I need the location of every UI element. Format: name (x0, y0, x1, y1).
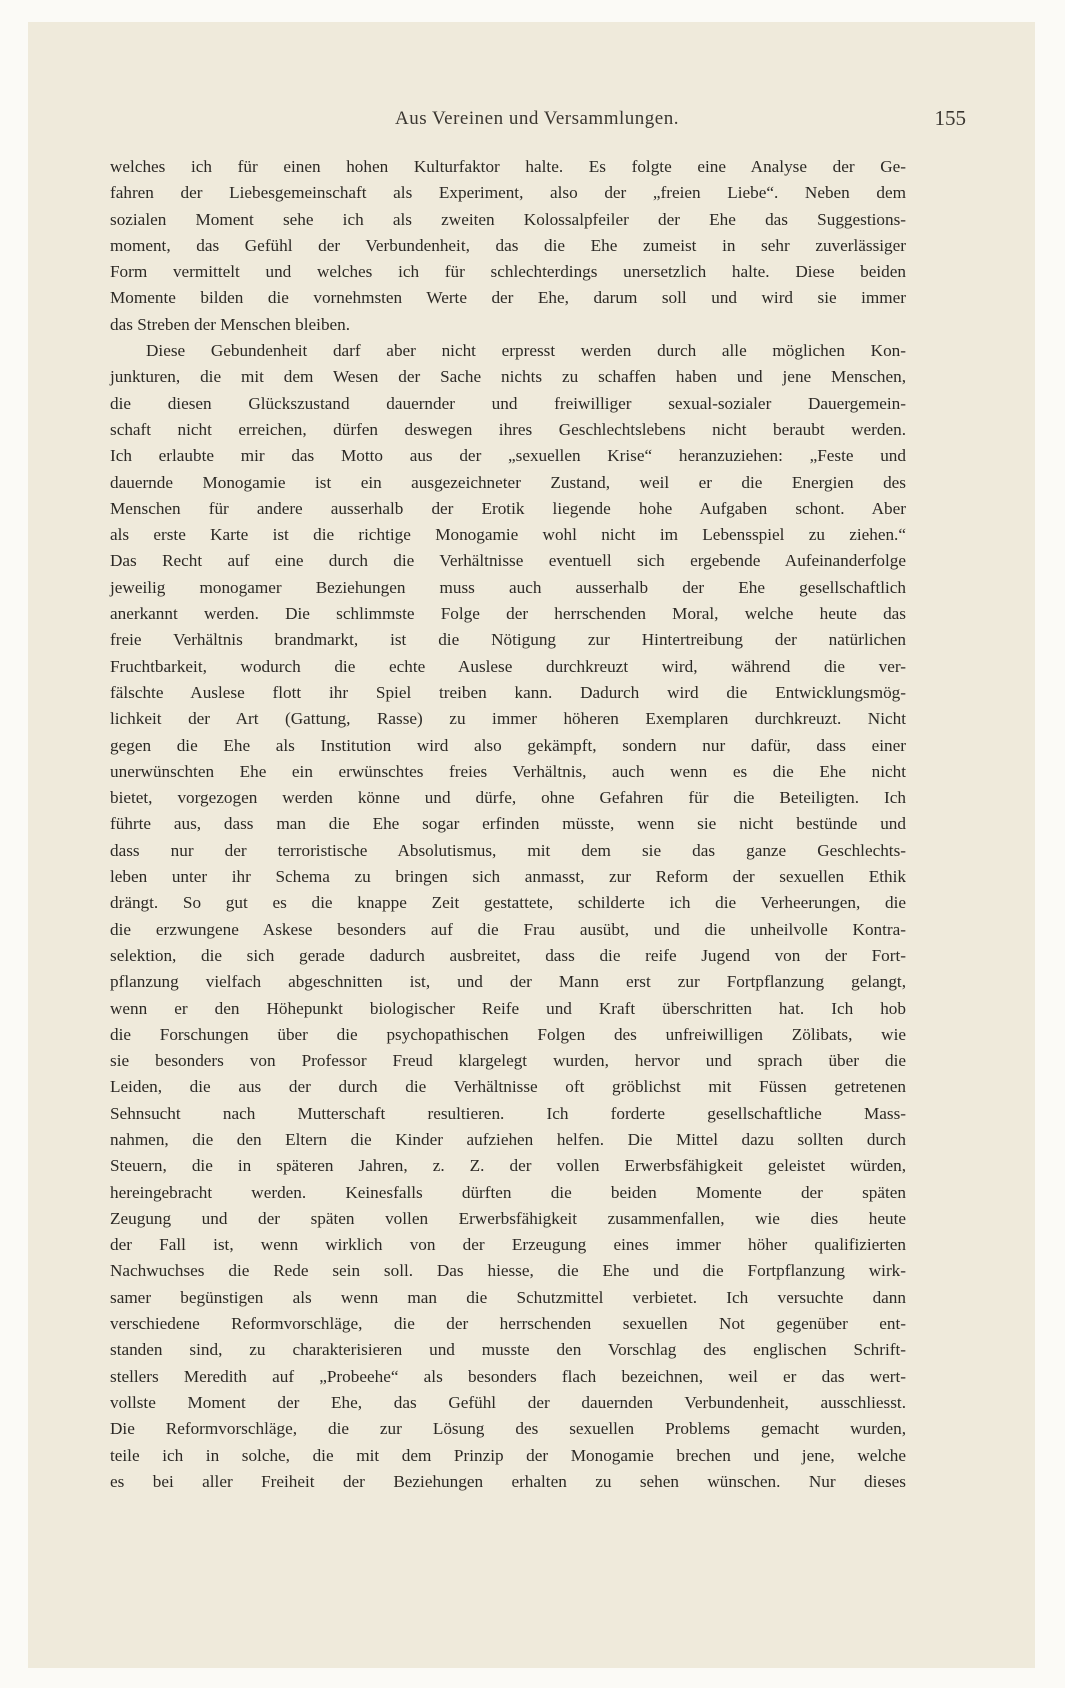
text-line: führte aus, dass man die Ehe sogar erfinden müsste, wenn sie nicht bestünde und (110, 814, 906, 834)
text-line: Momente bilden die vornehmsten Werte der Ehe, darum soll und wird sie immer (110, 288, 906, 308)
text-line: moment, das Gefühl der Verbundenheit, das die Ehe zumeist in sehr zuverlässiger (110, 235, 906, 255)
text-line: bietet, vorgezogen werden könne und dürfe, ohne Gefahren für die Beteiligten. Ich (110, 788, 906, 808)
text-line: unerwünschten Ehe ein erwünschtes freies Verhältnis, auch wenn es die Ehe nicht (110, 761, 906, 781)
text-line: wenn er den Höhepunkt biologischer Reife und Kraft überschritten hat. Ich hob (110, 998, 906, 1018)
text-line: lichkeit der Art (Gattung, Rasse) zu immer höheren Exemplaren durchkreuzt. Nicht (110, 709, 906, 729)
running-head: Aus Vereinen und Versammlungen. (395, 108, 679, 129)
text-line: Diese Gebundenheit darf aber nicht erpresst werden durch alle möglichen Kon- (146, 341, 906, 361)
text-line: der Fall ist, wenn wirklich von der Erzeugung eines immer höher qualifizierten (110, 1235, 906, 1255)
text-line: stellers Meredith auf „Probeehe“ als besonders flach bezeichnen, weil er das wert- (110, 1366, 906, 1386)
text-line: Menschen für andere ausserhalb der Erotik liegende hohe Aufgaben schont. Aber (110, 498, 906, 518)
body-text (110, 154, 906, 1495)
text-line: drängt. So gut es die knappe Zeit gestattete, schilderte ich die Verheerungen, die (110, 893, 906, 913)
text-line: fälschte Auslese flott ihr Spiel treiben kann. Dadurch wird die Entwicklungsmög- (110, 682, 906, 702)
page-number: 155 (934, 106, 966, 130)
text-line: freie Verhältnis brandmarkt, ist die Nötigung zur Hintertreibung der natürlichen (110, 630, 906, 650)
text-line: schaft nicht erreichen, dürfen deswegen ihres Geschlechtslebens nicht beraubt werden. (110, 419, 906, 439)
text-line: das Streben der Menschen bleiben. (110, 314, 351, 334)
text-line: die Forschungen über die psychopathischen Folgen des unfreiwilligen Zölibats, wie (110, 1024, 906, 1044)
text-line: Nachwuchses die Rede sein soll. Das hiesse, die Ehe und die Fortpflanzung wirk- (110, 1261, 906, 1281)
text-line: gegen die Ehe als Institution wird also gekämpft, sondern nur dafür, dass einer (110, 735, 906, 755)
text-line: teile ich in solche, die mit dem Prinzip der Monogamie brechen und jene, welche (110, 1445, 906, 1465)
text-line: anerkannt werden. Die schlimmste Folge der herrschenden Moral, welche heute das (110, 604, 906, 624)
text-line: standen sind, zu charakterisieren und musste den Vorschlag des englischen Schrift- (110, 1340, 906, 1360)
text-line: dauernde Monogamie ist ein ausgezeichneter Zustand, weil er die Energien des (110, 472, 906, 492)
text-line: verschiedene Reformvorschläge, die der herrschenden sexuellen Not gegenüber ent- (110, 1314, 906, 1334)
text-line: die diesen Glückszustand dauernder und freiwilliger sexual-sozialer Dauergemein- (110, 393, 906, 413)
text-line: Das Recht auf eine durch die Verhältnisse eventuell sich ergebende Aufeinanderfolge (110, 551, 906, 571)
text-line: fahren der Liebesgemeinschaft als Experiment, also der „freien Liebe“. Neben dem (110, 183, 906, 203)
text-line: jeweilig monogamer Beziehungen muss auch ausserhalb der Ehe gesellschaftlich (110, 577, 906, 597)
text-line: Ich erlaubte mir das Motto aus der „sexuellen Krise“ heranzuziehen: „Feste und (110, 446, 906, 466)
text-line: leben unter ihr Schema zu bringen sich anmasst, zur Reform der sexuellen Ethik (110, 867, 906, 887)
text-line: es bei aller Freiheit der Beziehungen erhalten zu sehen wünschen. Nur dieses (110, 1471, 906, 1491)
text-line: als erste Karte ist die richtige Monogamie wohl nicht im Lebensspiel zu ziehen.“ (110, 525, 906, 545)
text-line: samer begünstigen als wenn man die Schutzmittel verbietet. Ich versuchte dann (110, 1287, 906, 1307)
text-line: pflanzung vielfach abgeschnitten ist, und der Mann erst zur Fortpflanzung gelangt, (110, 972, 906, 992)
book-page (28, 22, 1035, 1668)
text-line: Zeugung und der späten vollen Erwerbsfähigkeit zusammenfallen, wie dies heute (110, 1208, 906, 1228)
text-line: Steuern, die in späteren Jahren, z. Z. der vollen Erwerbsfähigkeit geleistet würden, (110, 1156, 906, 1176)
page-header (108, 108, 966, 138)
text-line: Fruchtbarkeit, wodurch die echte Auslese durchkreuzt wird, während die ver- (110, 656, 906, 676)
text-line: junkturen, die mit dem Wesen der Sache nichts zu schaffen haben und jene Menschen, (110, 367, 906, 387)
text-line: Sehnsucht nach Mutterschaft resultieren. Ich forderte gesellschaftliche Mass- (110, 1103, 906, 1123)
text-line: welches ich für einen hohen Kulturfaktor halte. Es folgte eine Analyse der Ge- (110, 157, 906, 176)
text-line: Die Reformvorschläge, die zur Lösung des sexuellen Problems gemacht wurden, (110, 1419, 906, 1439)
text-line: die erzwungene Askese besonders auf die Frau ausübt, und die unheilvolle Kontra- (110, 919, 906, 939)
text-line: sie besonders von Professor Freud klargelegt wurden, hervor und sprach über die (110, 1051, 906, 1071)
text-line: hereingebracht werden. Keinesfalls dürften die beiden Momente der späten (110, 1182, 906, 1202)
text-line: dass nur der terroristische Absolutismus, mit dem sie das ganze Geschlechts- (110, 840, 906, 860)
text-line: selektion, die sich gerade dadurch ausbreitet, dass die reife Jugend von der Fort- (110, 945, 906, 965)
text-line: sozialen Moment sehe ich als zweiten Kolossalpfeiler der Ehe das Suggestions- (110, 209, 906, 229)
text-line: Leiden, die aus der durch die Verhältnisse oft gröblichst mit Füssen getretenen (110, 1077, 906, 1097)
text-line: nahmen, die den Eltern die Kinder aufziehen helfen. Die Mittel dazu sollten durch (110, 1129, 906, 1149)
text-line: vollste Moment der Ehe, das Gefühl der dauernden Verbundenheit, ausschliesst. (110, 1392, 906, 1412)
text-line: Form vermittelt und welches ich für schlechterdings unersetzlich halte. Diese beiden (110, 262, 906, 282)
